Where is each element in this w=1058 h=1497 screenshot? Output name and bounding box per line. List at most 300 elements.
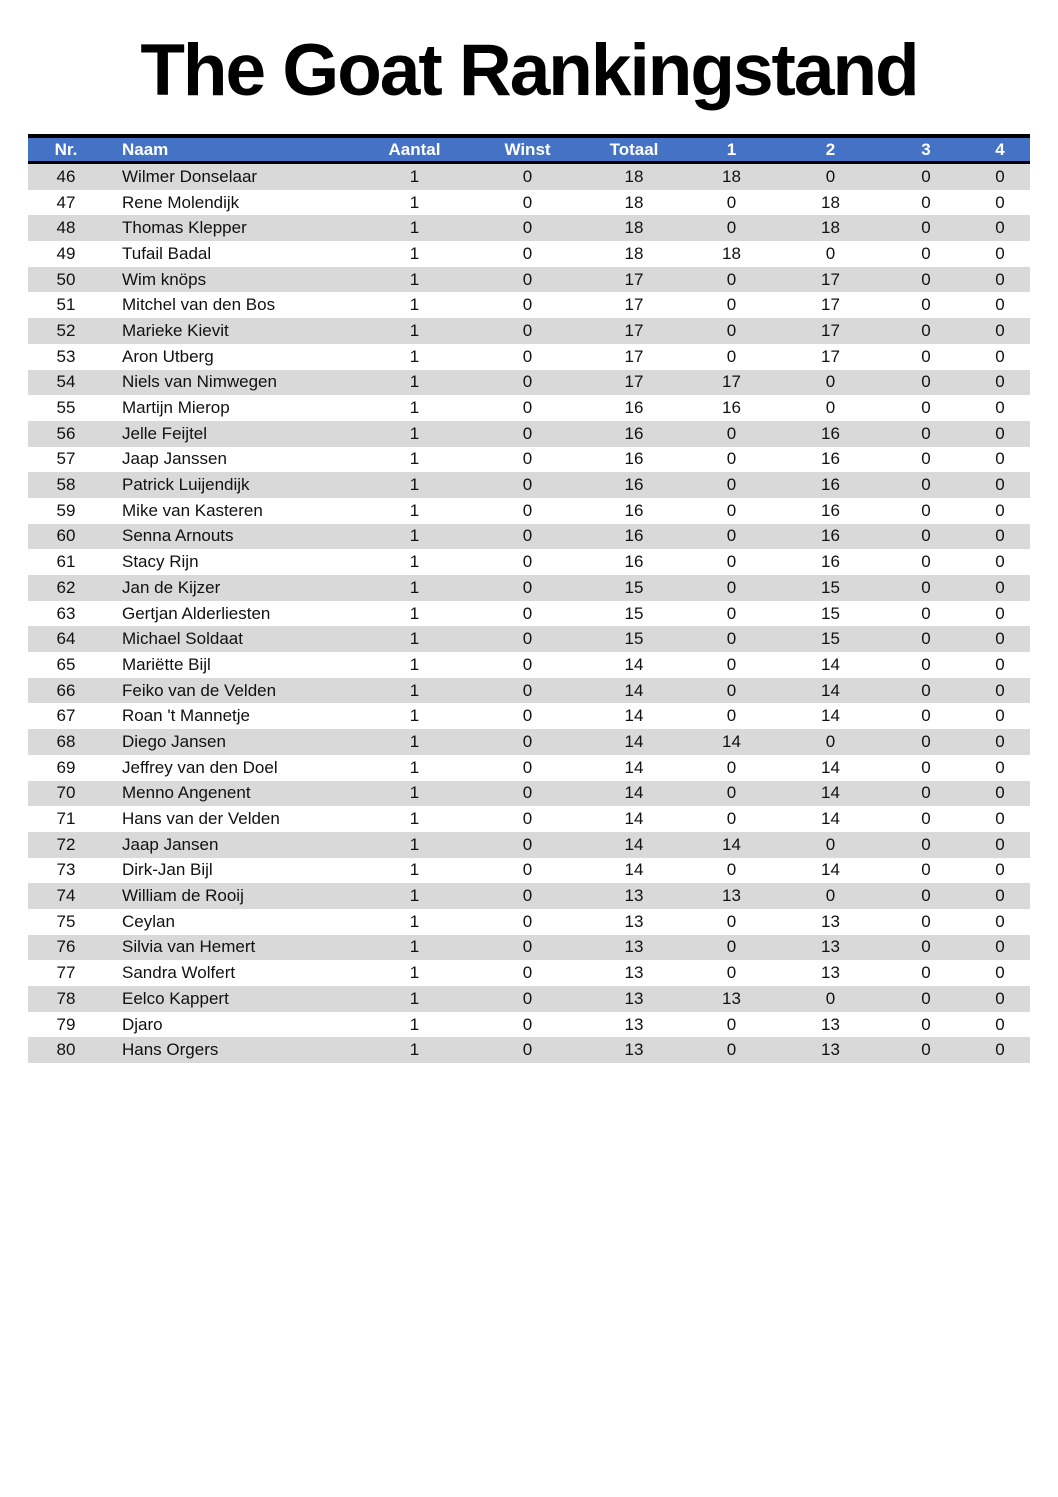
cell-p2: 15 [821,629,840,649]
cell-p3: 0 [921,166,931,186]
cell-naam: Wilmer Donselaar [122,166,258,186]
cell-p1: 0 [726,629,737,649]
cell-p2: 0 [825,834,836,854]
cell-p4: 0 [995,654,1005,674]
cell-p1: 14 [722,834,741,854]
cell-winst: 0 [522,346,533,366]
cell-p2: 15 [821,603,840,623]
cell-totaal: 14 [624,783,644,803]
cell-naam: Diego Jansen [122,731,226,751]
cell-nr: 54 [56,372,76,392]
cell-nr: 58 [56,475,76,495]
cell-naam: Senna Arnouts [122,526,234,546]
cell-p1: 18 [722,243,741,263]
cell-p1: 0 [726,603,737,623]
cell-totaal: 14 [624,860,644,880]
cell-p1: 0 [726,680,737,700]
cell-p2: 14 [821,860,840,880]
table-row [28,781,1030,807]
cell-p1: 17 [722,372,741,392]
cell-p4: 0 [995,886,1005,906]
cell-p1: 0 [726,526,737,546]
cell-naam: Roan 't Mannetje [122,706,250,726]
cell-totaal: 17 [624,320,644,340]
table-row [28,370,1030,396]
cell-aantal: 1 [409,577,420,597]
cell-nr: 67 [56,706,76,726]
cell-p4: 0 [995,629,1005,649]
cell-p3: 0 [921,834,931,854]
cell-naam: Rene Molendijk [122,192,240,212]
table-header-row [28,138,1030,164]
cell-totaal: 17 [624,295,644,315]
cell-p1: 0 [726,449,737,469]
cell-p4: 0 [995,577,1005,597]
cell-p4: 0 [995,372,1005,392]
cell-totaal: 13 [624,988,644,1008]
cell-p1: 13 [722,886,741,906]
cell-p3: 0 [921,731,931,751]
cell-naam: Dirk-Jan Bijl [122,860,213,880]
cell-p3: 0 [921,475,931,495]
cell-aantal: 1 [409,860,420,880]
cell-p3: 0 [921,706,931,726]
cell-winst: 0 [522,988,533,1008]
cell-naam: Wim knöps [122,269,207,289]
cell-p1: 0 [726,809,737,829]
cell-winst: 0 [522,937,533,957]
column-header-nr: Nr. [54,139,78,159]
cell-p2: 18 [821,218,840,238]
cell-aantal: 1 [409,552,420,572]
cell-naam: Mariëtte Bijl [122,654,211,674]
cell-aantal: 1 [409,346,420,366]
table-row [28,652,1030,678]
table-row [28,421,1030,447]
cell-p1: 0 [726,1014,737,1034]
cell-p1: 0 [726,706,737,726]
cell-p3: 0 [921,783,931,803]
cell-aantal: 1 [409,398,420,418]
cell-p3: 0 [921,911,931,931]
cell-p2: 16 [821,552,840,572]
table-row [28,318,1030,344]
cell-p2: 0 [825,372,836,392]
cell-aantal: 1 [409,680,420,700]
cell-p1: 0 [726,1040,737,1060]
cell-aantal: 1 [409,988,420,1008]
table-row [28,267,1030,293]
cell-p1: 0 [726,475,737,495]
cell-p3: 0 [921,320,931,340]
cell-nr: 61 [56,552,76,572]
cell-p3: 0 [921,988,931,1008]
cell-naam: Djaro [122,1014,163,1034]
cell-nr: 74 [56,886,76,906]
cell-totaal: 15 [624,577,644,597]
cell-p2: 14 [821,654,840,674]
cell-p4: 0 [995,809,1005,829]
table-row [28,190,1030,216]
cell-nr: 78 [56,988,76,1008]
table-row [28,986,1030,1012]
table-row [28,1012,1030,1038]
cell-p4: 0 [995,1014,1005,1034]
cell-winst: 0 [522,577,533,597]
cell-nr: 69 [56,757,76,777]
cell-winst: 0 [522,526,533,546]
cell-winst: 0 [522,731,533,751]
cell-p2: 0 [825,731,836,751]
cell-aantal: 1 [409,269,420,289]
cell-p2: 16 [821,475,840,495]
cell-aantal: 1 [409,192,420,212]
cell-totaal: 13 [624,937,644,957]
cell-naam: Mitchel van den Bos [122,295,276,315]
cell-naam: Mike van Kasteren [122,500,263,520]
cell-aantal: 1 [409,526,420,546]
cell-aantal: 1 [409,731,420,751]
table-row [28,703,1030,729]
cell-p1: 18 [722,166,741,186]
cell-nr: 70 [56,783,76,803]
cell-totaal: 14 [624,757,644,777]
cell-nr: 68 [56,731,76,751]
table-row [28,883,1030,909]
cell-aantal: 1 [409,937,420,957]
table-row [28,215,1030,241]
cell-p4: 0 [995,988,1005,1008]
cell-aantal: 1 [409,166,420,186]
cell-naam: Michael Soldaat [122,629,243,649]
cell-totaal: 16 [624,423,644,443]
cell-naam: Jaap Janssen [122,449,227,469]
cell-totaal: 14 [624,706,644,726]
cell-p2: 14 [821,809,840,829]
cell-totaal: 16 [624,449,644,469]
table-row [28,935,1030,961]
cell-nr: 47 [56,192,76,212]
cell-p3: 0 [921,500,931,520]
cell-p3: 0 [921,218,931,238]
cell-naam: Marieke Kievit [122,320,229,340]
cell-totaal: 17 [624,269,644,289]
cell-aantal: 1 [409,654,420,674]
cell-totaal: 16 [624,398,644,418]
cell-p4: 0 [995,243,1005,263]
cell-p2: 13 [821,1040,840,1060]
cell-p4: 0 [995,269,1005,289]
cell-p4: 0 [995,552,1005,572]
cell-winst: 0 [522,911,533,931]
cell-nr: 59 [56,500,76,520]
cell-totaal: 18 [624,166,644,186]
cell-p3: 0 [921,449,931,469]
cell-totaal: 14 [624,654,644,674]
cell-p4: 0 [995,834,1005,854]
cell-winst: 0 [522,320,533,340]
cell-p4: 0 [995,911,1005,931]
table-row [28,344,1030,370]
cell-totaal: 18 [624,192,644,212]
column-header-p4: 4 [995,139,1005,159]
cell-nr: 75 [56,911,76,931]
cell-naam: Hans van der Velden [122,809,280,829]
cell-p3: 0 [921,1014,931,1034]
cell-p1: 0 [726,860,737,880]
cell-p1: 16 [722,398,741,418]
table-body [28,164,1030,1063]
cell-naam: Niels van Nimwegen [122,372,277,392]
cell-totaal: 13 [624,1014,644,1034]
cell-aantal: 1 [409,783,420,803]
column-header-naam: Naam [122,139,169,159]
cell-p3: 0 [921,192,931,212]
cell-winst: 0 [522,809,533,829]
cell-nr: 46 [56,166,76,186]
cell-p2: 0 [825,166,836,186]
cell-winst: 0 [522,680,533,700]
table-row [28,447,1030,473]
cell-nr: 50 [56,269,76,289]
cell-totaal: 17 [624,346,644,366]
cell-p4: 0 [995,757,1005,777]
column-header-p2: 2 [825,139,836,159]
cell-aantal: 1 [409,963,420,983]
cell-totaal: 18 [624,218,644,238]
table-row [28,909,1030,935]
cell-p4: 0 [995,423,1005,443]
cell-totaal: 18 [624,243,644,263]
cell-aantal: 1 [409,757,420,777]
cell-aantal: 1 [409,449,420,469]
cell-winst: 0 [522,500,533,520]
cell-p2: 17 [821,346,840,366]
cell-nr: 52 [56,320,76,340]
cell-nr: 80 [56,1040,76,1060]
cell-naam: Tufail Badal [122,243,212,263]
cell-p1: 14 [722,731,741,751]
cell-p1: 0 [726,500,737,520]
table-row [28,678,1030,704]
cell-nr: 51 [56,295,76,315]
cell-totaal: 14 [624,731,644,751]
cell-p4: 0 [995,1040,1005,1060]
cell-p2: 17 [821,269,840,289]
cell-p3: 0 [921,243,931,263]
table-row [28,858,1030,884]
cell-p3: 0 [921,1040,931,1060]
cell-winst: 0 [522,1040,533,1060]
cell-totaal: 15 [624,629,644,649]
cell-naam: Ceylan [122,911,175,931]
cell-nr: 63 [56,603,76,623]
cell-p3: 0 [921,398,931,418]
cell-winst: 0 [522,398,533,418]
cell-p3: 0 [921,346,931,366]
cell-p4: 0 [995,346,1005,366]
cell-nr: 79 [56,1014,76,1034]
cell-totaal: 14 [624,834,644,854]
cell-winst: 0 [522,706,533,726]
cell-totaal: 16 [624,526,644,546]
cell-naam: Patrick Luijendijk [122,475,250,495]
cell-p1: 0 [726,346,737,366]
cell-naam: Silvia van Hemert [122,937,256,957]
cell-aantal: 1 [409,372,420,392]
cell-nr: 62 [56,577,76,597]
cell-p1: 0 [726,218,737,238]
cell-p1: 0 [726,295,737,315]
table-row [28,472,1030,498]
cell-naam: Sandra Wolfert [122,963,236,983]
cell-p2: 14 [821,757,840,777]
cell-p3: 0 [921,269,931,289]
cell-aantal: 1 [409,500,420,520]
cell-p1: 0 [726,192,737,212]
cell-naam: Thomas Klepper [122,218,247,238]
cell-p3: 0 [921,423,931,443]
cell-p4: 0 [995,218,1005,238]
cell-p1: 0 [726,320,737,340]
cell-totaal: 14 [624,680,644,700]
cell-p4: 0 [995,603,1005,623]
cell-p3: 0 [921,654,931,674]
cell-aantal: 1 [409,475,420,495]
cell-p4: 0 [995,500,1005,520]
cell-naam: Menno Angenent [122,783,251,803]
table-row [28,575,1030,601]
cell-totaal: 13 [624,963,644,983]
cell-naam: Jaap Jansen [122,834,219,854]
cell-p2: 14 [821,706,840,726]
cell-winst: 0 [522,166,533,186]
column-header-p3: 3 [921,139,931,159]
cell-winst: 0 [522,603,533,623]
cell-totaal: 17 [624,372,644,392]
cell-p3: 0 [921,603,931,623]
cell-aantal: 1 [409,243,420,263]
cell-p3: 0 [921,629,931,649]
cell-p2: 16 [821,423,840,443]
cell-p2: 0 [825,988,836,1008]
cell-p4: 0 [995,526,1005,546]
cell-nr: 49 [56,243,76,263]
cell-winst: 0 [522,654,533,674]
table-row [28,601,1030,627]
cell-p2: 18 [821,192,840,212]
cell-p2: 16 [821,526,840,546]
cell-p4: 0 [995,706,1005,726]
table-row [28,549,1030,575]
cell-nr: 76 [56,937,76,957]
cell-p4: 0 [995,475,1005,495]
cell-p3: 0 [921,372,931,392]
cell-nr: 77 [56,963,76,983]
cell-p1: 0 [726,783,737,803]
cell-winst: 0 [522,295,533,315]
cell-aantal: 1 [409,911,420,931]
cell-totaal: 13 [624,911,644,931]
cell-winst: 0 [522,218,533,238]
cell-aantal: 1 [409,629,420,649]
cell-p1: 0 [726,757,737,777]
table-row [28,729,1030,755]
column-header-winst: Winst [504,139,551,159]
cell-p4: 0 [995,295,1005,315]
cell-nr: 72 [56,834,76,854]
cell-p1: 0 [726,911,737,931]
cell-winst: 0 [522,629,533,649]
cell-p4: 0 [995,783,1005,803]
cell-winst: 0 [522,243,533,263]
cell-naam: William de Rooij [122,886,244,906]
cell-p2: 14 [821,783,840,803]
cell-winst: 0 [522,269,533,289]
cell-p3: 0 [921,552,931,572]
column-header-totaal: Totaal [609,139,659,159]
cell-p1: 0 [726,577,737,597]
cell-totaal: 14 [624,809,644,829]
cell-p3: 0 [921,295,931,315]
cell-winst: 0 [522,963,533,983]
cell-p3: 0 [921,963,931,983]
cell-winst: 0 [522,449,533,469]
cell-winst: 0 [522,192,533,212]
cell-aantal: 1 [409,1014,420,1034]
cell-naam: Jan de Kijzer [122,577,221,597]
cell-nr: 57 [56,449,76,469]
table-row [28,832,1030,858]
table-row [28,241,1030,267]
column-header-p1: 1 [726,139,737,159]
cell-winst: 0 [522,860,533,880]
cell-winst: 0 [522,783,533,803]
cell-naam: Hans Orgers [122,1040,219,1060]
cell-p3: 0 [921,937,931,957]
cell-nr: 65 [56,654,76,674]
cell-p2: 17 [821,295,840,315]
cell-naam: Aron Utberg [122,346,214,366]
cell-p4: 0 [995,860,1005,880]
cell-p1: 13 [722,988,741,1008]
cell-totaal: 16 [624,500,644,520]
cell-aantal: 1 [409,423,420,443]
table-row [28,626,1030,652]
cell-aantal: 1 [409,295,420,315]
cell-p4: 0 [995,731,1005,751]
cell-aantal: 1 [409,809,420,829]
table-row [28,498,1030,524]
cell-winst: 0 [522,552,533,572]
cell-p2: 15 [821,577,840,597]
cell-p3: 0 [921,860,931,880]
cell-aantal: 1 [409,706,420,726]
cell-p1: 0 [726,552,737,572]
cell-aantal: 1 [409,1040,420,1060]
ranking-table [28,134,1030,1063]
cell-winst: 0 [522,475,533,495]
cell-p2: 14 [821,680,840,700]
cell-nr: 48 [56,218,76,238]
table-row [28,806,1030,832]
cell-p2: 16 [821,500,840,520]
cell-winst: 0 [522,757,533,777]
cell-p2: 13 [821,911,840,931]
cell-nr: 71 [56,809,76,829]
cell-p3: 0 [921,526,931,546]
cell-aantal: 1 [409,320,420,340]
